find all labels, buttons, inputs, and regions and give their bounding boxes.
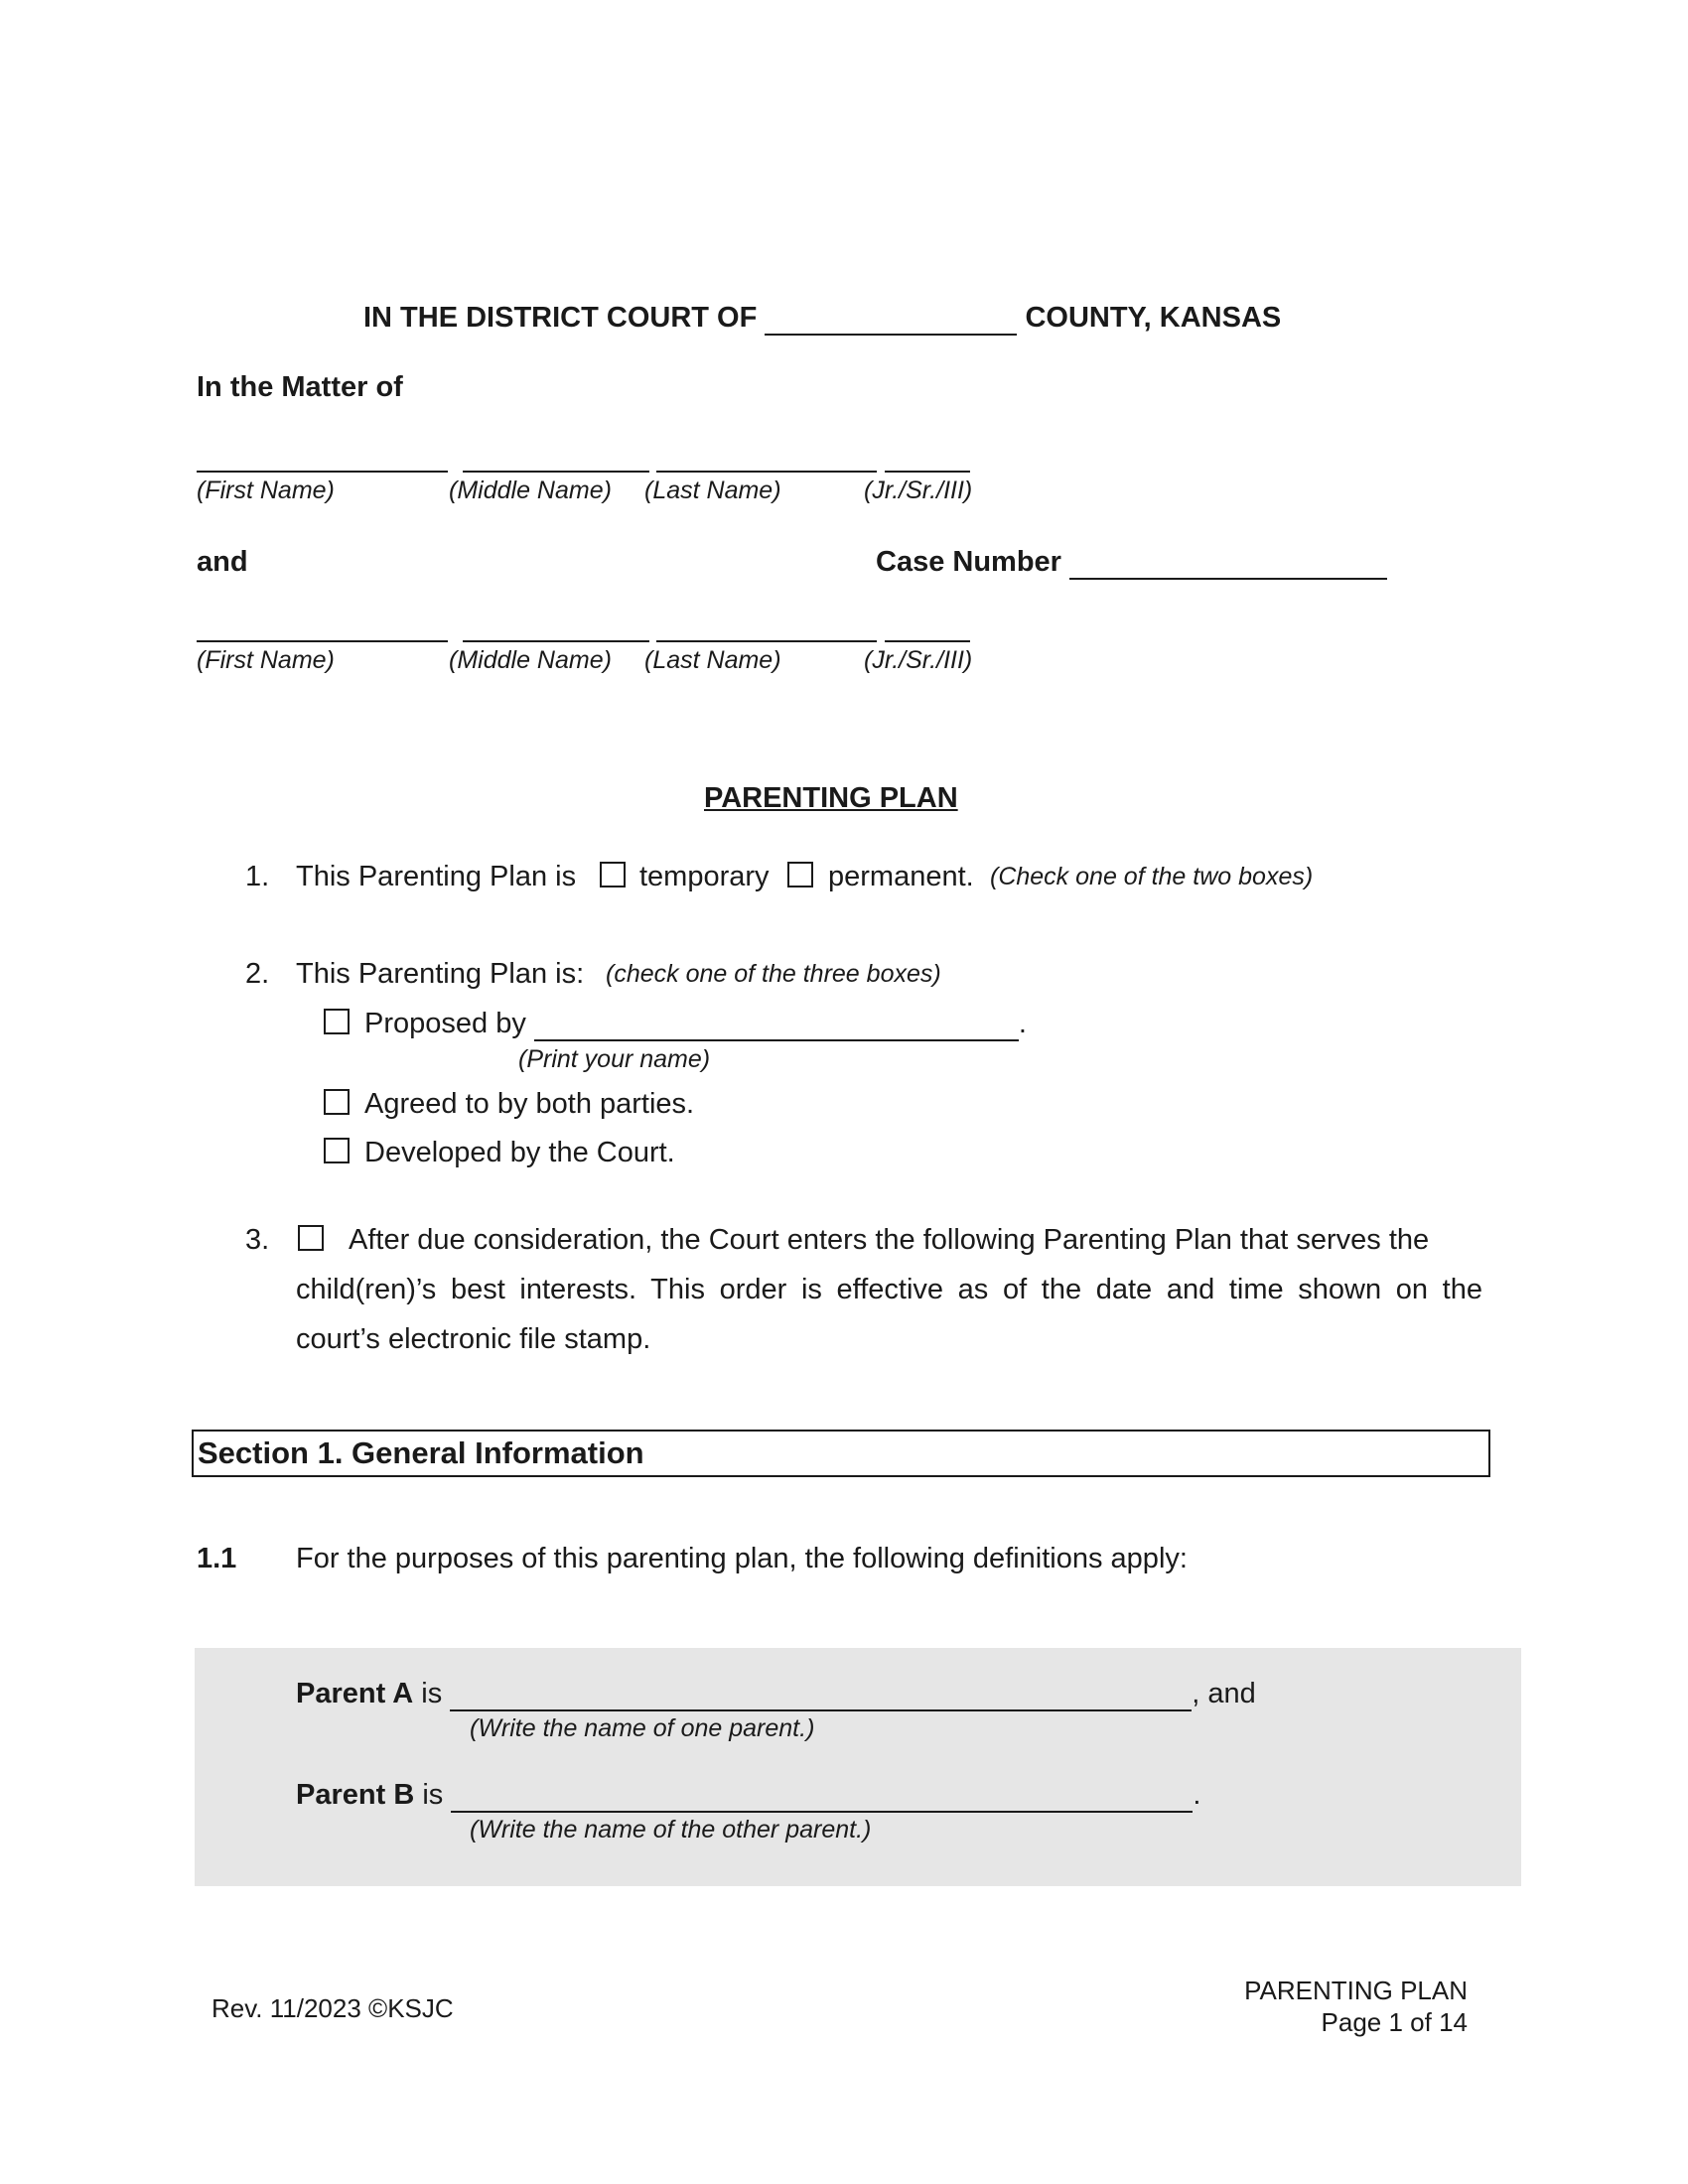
party1-suffix-label: (Jr./Sr./III) — [864, 477, 973, 504]
parent-b-row — [296, 1777, 1200, 1813]
parent-b-is: is — [422, 1779, 444, 1811]
party1-first-name-label: (First Name) — [197, 477, 335, 504]
proposed-by-label: Proposed by — [364, 1008, 526, 1039]
item2-text: This Parenting Plan is: — [296, 958, 585, 990]
parent-a-row — [296, 1676, 1256, 1711]
developed-checkbox[interactable] — [324, 1138, 350, 1163]
item2-number: 2. — [245, 958, 270, 990]
party2-suffix-field[interactable] — [885, 640, 970, 642]
party1-first-name-field[interactable] — [197, 471, 448, 473]
parent-a-is: is — [421, 1678, 443, 1709]
party2-first-name-label: (First Name) — [197, 646, 335, 674]
case-number-label: Case Number — [876, 546, 1061, 578]
party1-middle-name-field[interactable] — [463, 471, 649, 473]
case-number-field[interactable] — [1069, 548, 1387, 580]
parent-b-label: Parent B — [296, 1779, 415, 1811]
item1-number: 1. — [245, 861, 270, 892]
developed-label: Developed by the Court. — [364, 1137, 675, 1168]
permanent-checkbox[interactable] — [787, 862, 813, 887]
print-name-hint: (Print your name) — [518, 1045, 711, 1073]
permanent-label: permanent. — [828, 861, 974, 892]
parent-b-name-field[interactable] — [451, 1781, 1193, 1813]
item2-hint: (check one of the three boxes) — [606, 960, 941, 988]
item3-number: 3. — [245, 1224, 270, 1256]
item1-hint: (Check one of the two boxes) — [990, 863, 1314, 890]
parent-b-period: . — [1193, 1779, 1201, 1811]
agreed-checkbox[interactable] — [324, 1089, 350, 1115]
party2-first-name-field[interactable] — [197, 640, 448, 642]
parent-a-name-field[interactable] — [450, 1680, 1192, 1711]
proposed-by-name-field[interactable] — [534, 1010, 1019, 1041]
case-number — [876, 544, 1387, 580]
party1-suffix-field[interactable] — [885, 471, 970, 473]
party2-last-name-field[interactable] — [656, 640, 877, 642]
item3-line3: court’s electronic file stamp. — [296, 1323, 651, 1355]
proposed-by — [364, 1006, 1027, 1041]
proposed-by-period: . — [1018, 1008, 1027, 1039]
footer-page-number: Page 1 of 14 — [1321, 2007, 1468, 2037]
proposed-by-checkbox[interactable] — [324, 1009, 350, 1034]
party1-middle-name-label: (Middle Name) — [449, 477, 612, 504]
agreed-label: Agreed to by both parties. — [364, 1088, 695, 1120]
section1-heading: Section 1. General Information — [198, 1435, 644, 1470]
footer-doc-title: PARENTING PLAN — [1244, 1976, 1468, 2005]
party2-middle-name-field[interactable] — [463, 640, 649, 642]
court-suffix: COUNTY, KANSAS — [1025, 302, 1282, 334]
in-matter-of: In the Matter of — [197, 371, 403, 403]
item3-line1: After due consideration, the Court enters the following Parenting Plan that serves the — [349, 1224, 1430, 1256]
party1-last-name-label: (Last Name) — [644, 477, 781, 504]
court-prefix: IN THE DISTRICT COURT OF — [363, 302, 758, 334]
parent-a-and: , and — [1192, 1678, 1256, 1709]
and-label: and — [197, 546, 248, 578]
parent-b-hint: (Write the name of the other parent.) — [470, 1816, 872, 1843]
court-heading — [363, 300, 1281, 336]
parent-a-hint: (Write the name of one parent.) — [470, 1714, 815, 1742]
temporary-checkbox[interactable] — [600, 862, 626, 887]
party2-suffix-label: (Jr./Sr./III) — [864, 646, 973, 674]
section1-1-text: For the purposes of this parenting plan, the following definitions apply: — [296, 1543, 1188, 1574]
page-title: PARENTING PLAN — [704, 782, 958, 814]
temporary-label: temporary — [639, 861, 770, 892]
item3-line2: child(ren)’s best interests. This order is effective as of the date and time shown on the — [296, 1274, 1482, 1305]
section1-1-number: 1.1 — [197, 1543, 237, 1574]
party1-last-name-field[interactable] — [656, 471, 877, 473]
parent-a-label: Parent A — [296, 1678, 414, 1709]
court-order-checkbox[interactable] — [298, 1225, 324, 1251]
county-field[interactable] — [765, 304, 1017, 336]
item1-text: This Parenting Plan is — [296, 861, 577, 892]
party2-middle-name-label: (Middle Name) — [449, 646, 612, 674]
footer-revision: Rev. 11/2023 ©KSJC — [211, 1993, 454, 2023]
party2-last-name-label: (Last Name) — [644, 646, 781, 674]
